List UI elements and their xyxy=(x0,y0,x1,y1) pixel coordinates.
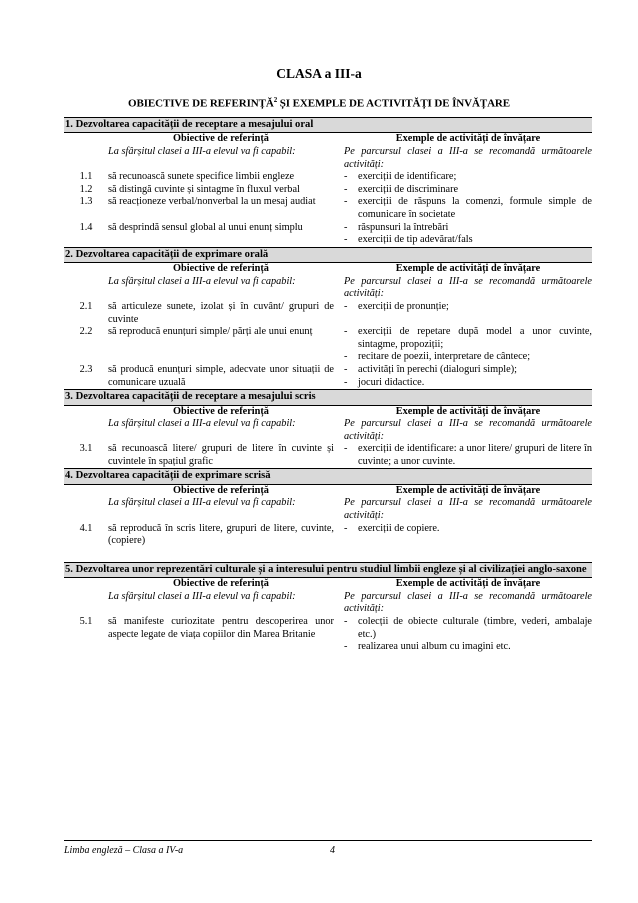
footnote-marker: 2 xyxy=(273,96,278,104)
activity-text: exerciții de identificare; xyxy=(358,171,457,183)
objectives-intro: La sfârșitul clasei a III-a elevul va fi capabil: xyxy=(108,497,296,509)
activities-intro: Pe parcursul clasei a III-a se recomandă următoarele activități: xyxy=(344,497,592,522)
objective-number: 1.2 xyxy=(79,183,93,195)
activity-text: exerciții de pronunție; xyxy=(358,300,449,312)
column-intros xyxy=(64,276,592,301)
table-row xyxy=(64,443,592,468)
activities-cell xyxy=(344,616,592,654)
column-intros xyxy=(64,591,592,616)
bullet-dash: - xyxy=(344,363,348,375)
objective-text: să articuleze sunete, izolat și în cuvânt/ grupuri de cuvinte xyxy=(108,300,334,325)
activity-text: exerciții de tip adevărat/fals xyxy=(358,234,473,246)
objectives-content xyxy=(64,117,592,654)
activities-intro: Pe parcursul clasei a III-a se recomandă următoarele activități: xyxy=(344,590,592,615)
activities-cell xyxy=(344,222,592,247)
table-row xyxy=(64,171,592,184)
column-headers xyxy=(64,133,592,146)
subtitle-rest: ȘI EXEMPLE DE ACTIVITĂȚI DE ÎNVĂȚARE xyxy=(277,97,510,110)
objectives-header: Obiective de referință xyxy=(173,484,269,496)
objective-text: să recunoască sunete specifice limbii engleze xyxy=(108,171,295,183)
objective-number: 1.4 xyxy=(79,221,93,233)
table-row xyxy=(64,523,592,548)
activity-text: activități în perechi (dialoguri simple); xyxy=(358,363,517,375)
subtitle-main: OBIECTIVE DE REFERINȚĂ xyxy=(128,97,274,110)
bullet-dash: - xyxy=(344,171,348,183)
activity-text: exerciții de răspuns la comenzi, formule simple de comunicare în societate xyxy=(358,196,592,220)
objective-number: 3.1 xyxy=(79,443,93,455)
objective-text: să distingă cuvinte și sintagme în fluxul verbal xyxy=(108,183,300,195)
bullet-dash: - xyxy=(344,326,348,338)
bullet-dash: - xyxy=(344,234,348,246)
section-title: 4. Dezvoltarea capacității de exprimare scrisă xyxy=(64,468,592,484)
bullet-dash: - xyxy=(344,522,348,534)
table-row xyxy=(64,326,592,364)
bullet-dash: - xyxy=(344,443,348,455)
activities-cell xyxy=(344,171,592,184)
objective-text: să recunoască litere/ grupuri de litere în cuvinte și cuvintele în spațiul grafic xyxy=(108,443,334,467)
objective-number: 5.1 xyxy=(79,616,93,628)
activity-text: răspunsuri la întrebări xyxy=(358,221,449,233)
activities-header: Exemple de activități de învățare xyxy=(395,484,541,496)
bullet-dash: - xyxy=(344,183,348,195)
section-gap xyxy=(64,548,592,562)
table-row xyxy=(64,222,592,247)
objectives-intro: La sfârșitul clasei a III-a elevul va fi capabil: xyxy=(108,275,296,287)
activity-item xyxy=(344,523,592,536)
activities-cell xyxy=(344,326,592,364)
section-table xyxy=(64,263,592,389)
activities-header: Exemple de activități de învățare xyxy=(395,133,541,145)
activities-cell xyxy=(344,523,592,536)
objectives-intro: La sfârșitul clasei a III-a elevul va fi capabil: xyxy=(108,146,296,157)
section-title: 3. Dezvoltarea capacității de receptare a mesajului scris xyxy=(64,389,592,405)
objective-number: 1.1 xyxy=(79,171,93,183)
activity-text: exerciții de copiere. xyxy=(358,522,440,534)
activities-intro: Pe parcursul clasei a III-a se recomandă următoarele activități: xyxy=(344,275,592,300)
objective-text: să producă enunțuri simple, adecvate unor situații de comunicare uzuală xyxy=(108,363,334,388)
objective-text: să reacționeze verbal/nonverbal la un mesaj audiat xyxy=(108,196,316,208)
activity-text: exerciții de discriminare xyxy=(358,183,459,195)
page-title: CLASA a III-a xyxy=(276,66,362,81)
section-table xyxy=(64,578,592,654)
page-subtitle xyxy=(0,96,638,110)
bullet-dash: - xyxy=(344,196,348,208)
activity-item xyxy=(344,641,592,654)
bullet-dash: - xyxy=(344,641,348,653)
activity-item xyxy=(344,301,592,314)
section-table xyxy=(64,133,592,246)
section-table xyxy=(64,406,592,469)
page-number: 4 xyxy=(330,845,335,856)
table-row xyxy=(64,364,592,389)
objectives-header: Obiective de referință xyxy=(173,405,269,417)
activity-item xyxy=(344,377,592,390)
column-intros xyxy=(64,497,592,522)
section-title: 5. Dezvoltarea unor reprezentări culturale și a interesului pentru studiul limbii engleze și al civilizației anglo-saxone xyxy=(64,562,592,578)
activity-item xyxy=(344,326,592,351)
activity-text: realizarea unui album cu imagini etc. xyxy=(358,641,511,653)
activity-text: exerciții de repetare după model a unor cuvinte, sintagme, propoziții; xyxy=(358,326,592,350)
activity-item xyxy=(344,234,592,247)
activities-cell xyxy=(344,196,592,221)
activity-item xyxy=(344,616,592,641)
column-intros xyxy=(64,418,592,443)
objective-number: 2.2 xyxy=(79,326,93,338)
activity-item xyxy=(344,184,592,197)
column-headers xyxy=(64,406,592,419)
footer-divider xyxy=(64,840,592,841)
objectives-header: Obiective de referință xyxy=(173,578,269,590)
bullet-dash: - xyxy=(344,351,348,363)
bullet-dash: - xyxy=(344,221,348,233)
objective-text: să desprindă sensul global al unui enunț simplu xyxy=(108,221,303,233)
activities-intro: Pe parcursul clasei a III-a se recomandă următoarele activități: xyxy=(344,146,592,170)
activities-header: Exemple de activități de învățare xyxy=(395,405,541,417)
activities-cell xyxy=(344,443,592,468)
table-row xyxy=(64,184,592,197)
activity-item xyxy=(344,351,592,364)
activity-text: jocuri didactice. xyxy=(358,376,425,388)
bullet-dash: - xyxy=(344,376,348,388)
activity-item xyxy=(344,171,592,184)
activity-text: exerciții de identificare: a unor litere/ grupuri de litere în cuvinte; a unor cuvinte. xyxy=(358,443,592,467)
bullet-dash: - xyxy=(344,616,348,628)
bullet-dash: - xyxy=(344,300,348,312)
objective-text: să manifeste curiozitate pentru descoperirea unor aspecte legate de viața copiilor din Marea Britanie xyxy=(108,616,334,640)
column-headers xyxy=(64,263,592,276)
section-title: 1. Dezvoltarea capacității de receptare a mesajului oral xyxy=(64,117,592,133)
activities-cell xyxy=(344,301,592,314)
activity-item xyxy=(344,364,592,377)
objectives-intro: La sfârșitul clasei a III-a elevul va fi capabil: xyxy=(108,590,296,602)
objectives-header: Obiective de referință xyxy=(173,133,269,145)
footer-text: Limba engleză – Clasa a IV-a xyxy=(64,845,184,856)
objective-number: 2.3 xyxy=(79,363,93,375)
table-row xyxy=(64,616,592,654)
activity-item xyxy=(344,196,592,221)
activity-text: recitare de poezii, interpretare de cântece; xyxy=(358,351,531,363)
activities-cell xyxy=(344,184,592,197)
activities-cell xyxy=(344,364,592,389)
column-headers xyxy=(64,485,592,498)
activity-item xyxy=(344,443,592,468)
activity-text: colecții de obiecte culturale (timbre, vederi, ambalaje etc.) xyxy=(358,616,592,640)
column-headers xyxy=(64,578,592,591)
objectives-intro: La sfârșitul clasei a III-a elevul va fi capabil: xyxy=(108,418,296,430)
activities-header: Exemple de activități de învățare xyxy=(395,578,541,590)
objective-number: 1.3 xyxy=(79,196,93,208)
activities-header: Exemple de activități de învățare xyxy=(395,263,541,275)
table-row xyxy=(64,301,592,326)
objective-text: să reproducă enunțuri simple/ părți ale unui enunț xyxy=(108,326,313,338)
objective-number: 2.1 xyxy=(79,300,93,312)
activities-intro: Pe parcursul clasei a III-a se recomandă următoarele activități: xyxy=(344,418,592,442)
section-title: 2. Dezvoltarea capacității de exprimare orală xyxy=(64,247,592,263)
activity-item xyxy=(344,222,592,235)
objective-number: 4.1 xyxy=(79,522,93,534)
table-row xyxy=(64,196,592,221)
objectives-header: Obiective de referință xyxy=(173,263,269,275)
column-intros xyxy=(64,146,592,171)
section-table xyxy=(64,485,592,548)
objective-text: să reproducă în scris litere, grupuri de litere, cuvinte, (copiere) xyxy=(108,522,334,547)
